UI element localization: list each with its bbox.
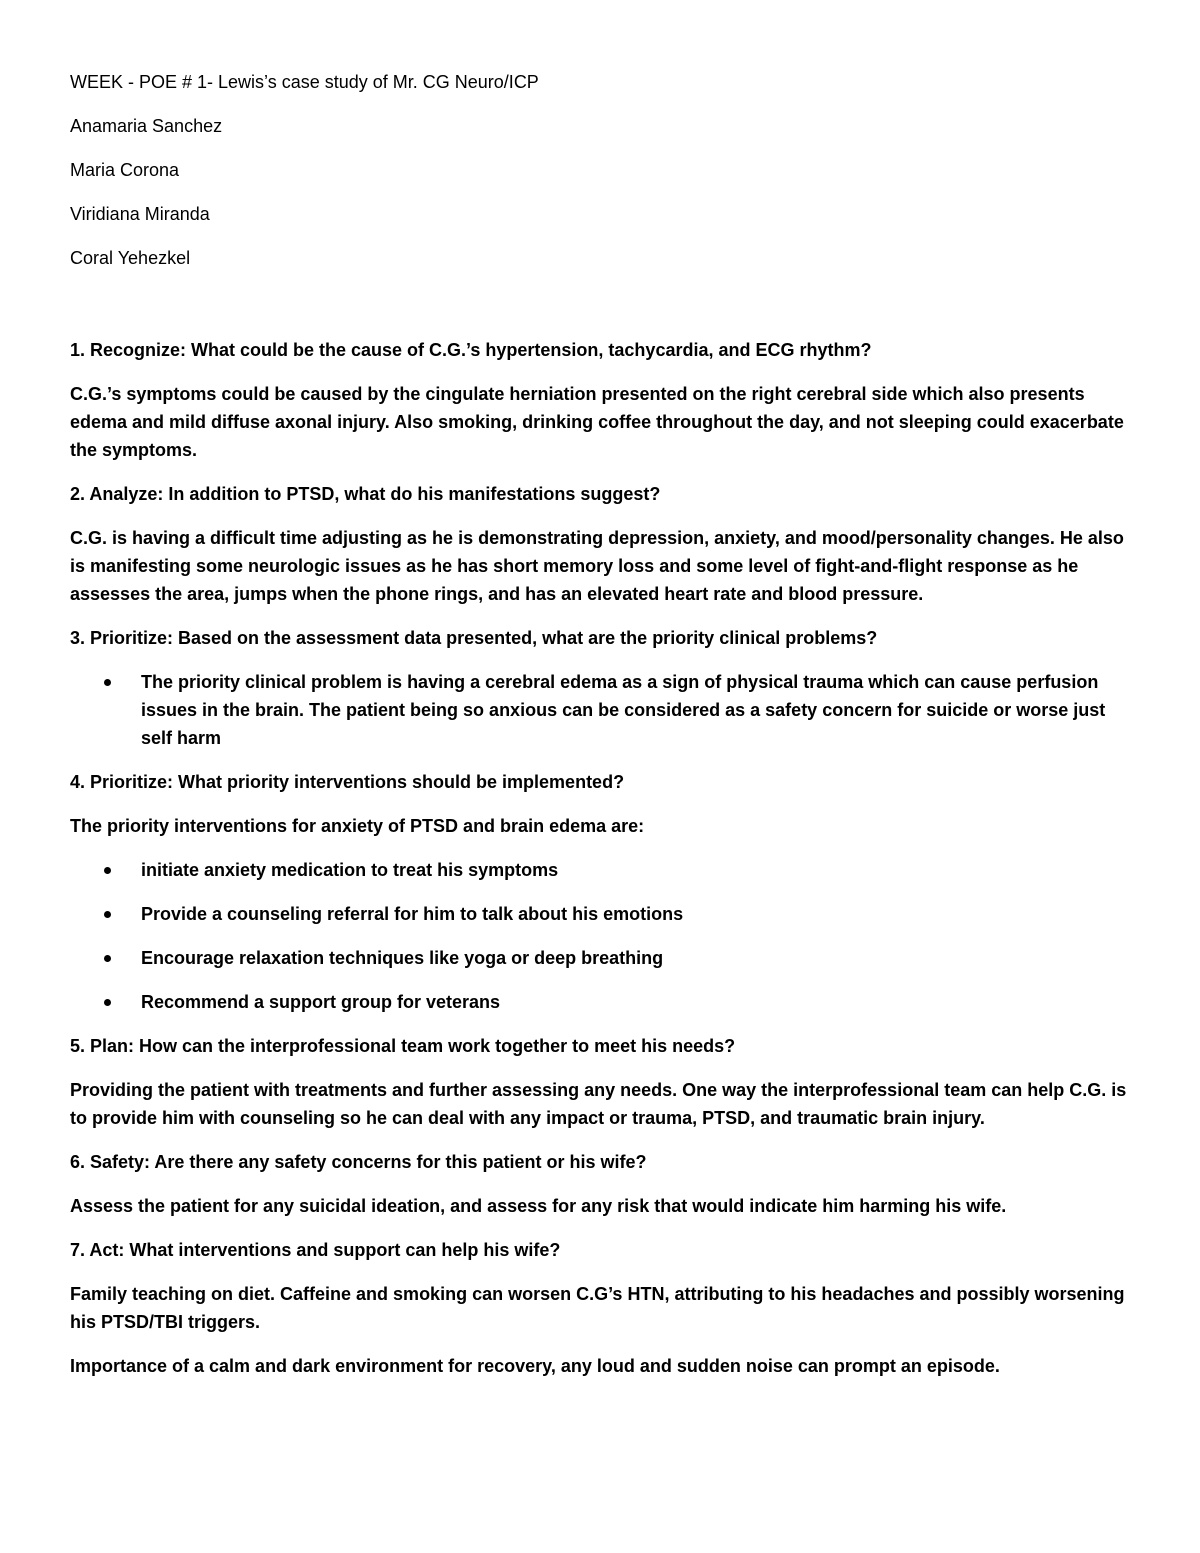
bullet-text: initiate anxiety medication to treat his symptoms	[141, 860, 559, 880]
bullet-text: Provide a counseling referral for him to talk about his emotions	[141, 904, 684, 924]
section-recognize	[70, 336, 1140, 464]
document-title: WEEK - POE # 1- Lewis’s case study of Mr. CG Neuro/ICP	[70, 72, 539, 92]
bullet-item	[70, 900, 1140, 928]
section-plan	[70, 1032, 1140, 1132]
answer-paragraph: Providing the patient with treatments and further assessing any needs. One way the interprofessional team can help C.G. is to provide him with counseling so he can deal with any impact or trauma, PTSD, and traumatic brain injury.	[70, 1080, 1127, 1128]
section-act	[70, 1236, 1140, 1380]
bullet-icon	[104, 867, 111, 874]
answer-paragraph: Assess the patient for any suicidal ideation, and assess for any risk that would indicate him harming his wife.	[70, 1196, 1007, 1216]
bullet-text: The priority clinical problem is having a cerebral edema as a sign of physical trauma which can cause perfusion issues in the brain. The patient being so anxious can be considered as a safety concern for suicide or worse just self harm	[141, 672, 1106, 748]
answer-paragraph: Family teaching on diet. Caffeine and smoking can worsen C.G’s HTN, attributing to his headaches and possibly worsening his PTSD/TBI triggers.	[70, 1284, 1125, 1332]
bullet-text: Encourage relaxation techniques like yoga or deep breathing	[141, 948, 664, 968]
question-heading: 5. Plan: How can the interprofessional team work together to meet his needs?	[70, 1036, 736, 1056]
question-heading: 3. Prioritize: Based on the assessment data presented, what are the priority clinical problems?	[70, 628, 878, 648]
bullet-list	[70, 668, 1140, 752]
bullet-icon	[104, 955, 111, 962]
author-name: Anamaria Sanchez	[70, 116, 223, 136]
document-body	[70, 70, 1140, 1396]
bullet-item	[70, 856, 1140, 884]
bullet-icon	[104, 999, 111, 1006]
author-name: Coral Yehezkel	[70, 248, 191, 268]
bullet-item	[70, 988, 1140, 1016]
bullet-icon	[104, 911, 111, 918]
document-header	[70, 70, 1140, 270]
bullet-icon	[104, 679, 111, 686]
question-heading: 6. Safety: Are there any safety concerns for this patient or his wife?	[70, 1152, 647, 1172]
bullet-item	[70, 944, 1140, 972]
section-analyze	[70, 480, 1140, 608]
question-heading: 2. Analyze: In addition to PTSD, what do his manifestations suggest?	[70, 484, 661, 504]
header-spacer	[70, 290, 1140, 336]
answer-paragraph: C.G. is having a difficult time adjusting as he is demonstrating depression, anxiety, and mood/personality changes. He also is manifesting some neurologic issues as he has short memory loss and some level of fight-and-flight response as he assesses the area, jumps when the phone rings, and has an elevated heart rate and blood pressure.	[70, 528, 1124, 604]
question-heading: 7. Act: What interventions and support can help his wife?	[70, 1240, 561, 1260]
question-heading: 1. Recognize: What could be the cause of C.G.’s hypertension, tachycardia, and ECG rhythm?	[70, 340, 872, 360]
author-name: Maria Corona	[70, 160, 180, 180]
answer-intro: The priority interventions for anxiety of PTSD and brain edema are:	[70, 816, 645, 836]
bullet-item	[70, 668, 1140, 752]
section-prioritize-problems	[70, 624, 1140, 752]
answer-paragraph: C.G.’s symptoms could be caused by the cingulate herniation presented on the right cerebral side which also presents edema and mild diffuse axonal injury. Also smoking, drinking coffee throughout the day, and not sleeping could exacerbate the symptoms.	[70, 384, 1124, 460]
author-name: Viridiana Miranda	[70, 204, 210, 224]
bullet-text: Recommend a support group for veterans	[141, 992, 501, 1012]
section-prioritize-interventions	[70, 768, 1140, 1016]
section-safety	[70, 1148, 1140, 1220]
question-heading: 4. Prioritize: What priority interventions should be implemented?	[70, 772, 625, 792]
bullet-list	[70, 856, 1140, 1016]
answer-paragraph: Importance of a calm and dark environment for recovery, any loud and sudden noise can prompt an episode.	[70, 1356, 1000, 1376]
